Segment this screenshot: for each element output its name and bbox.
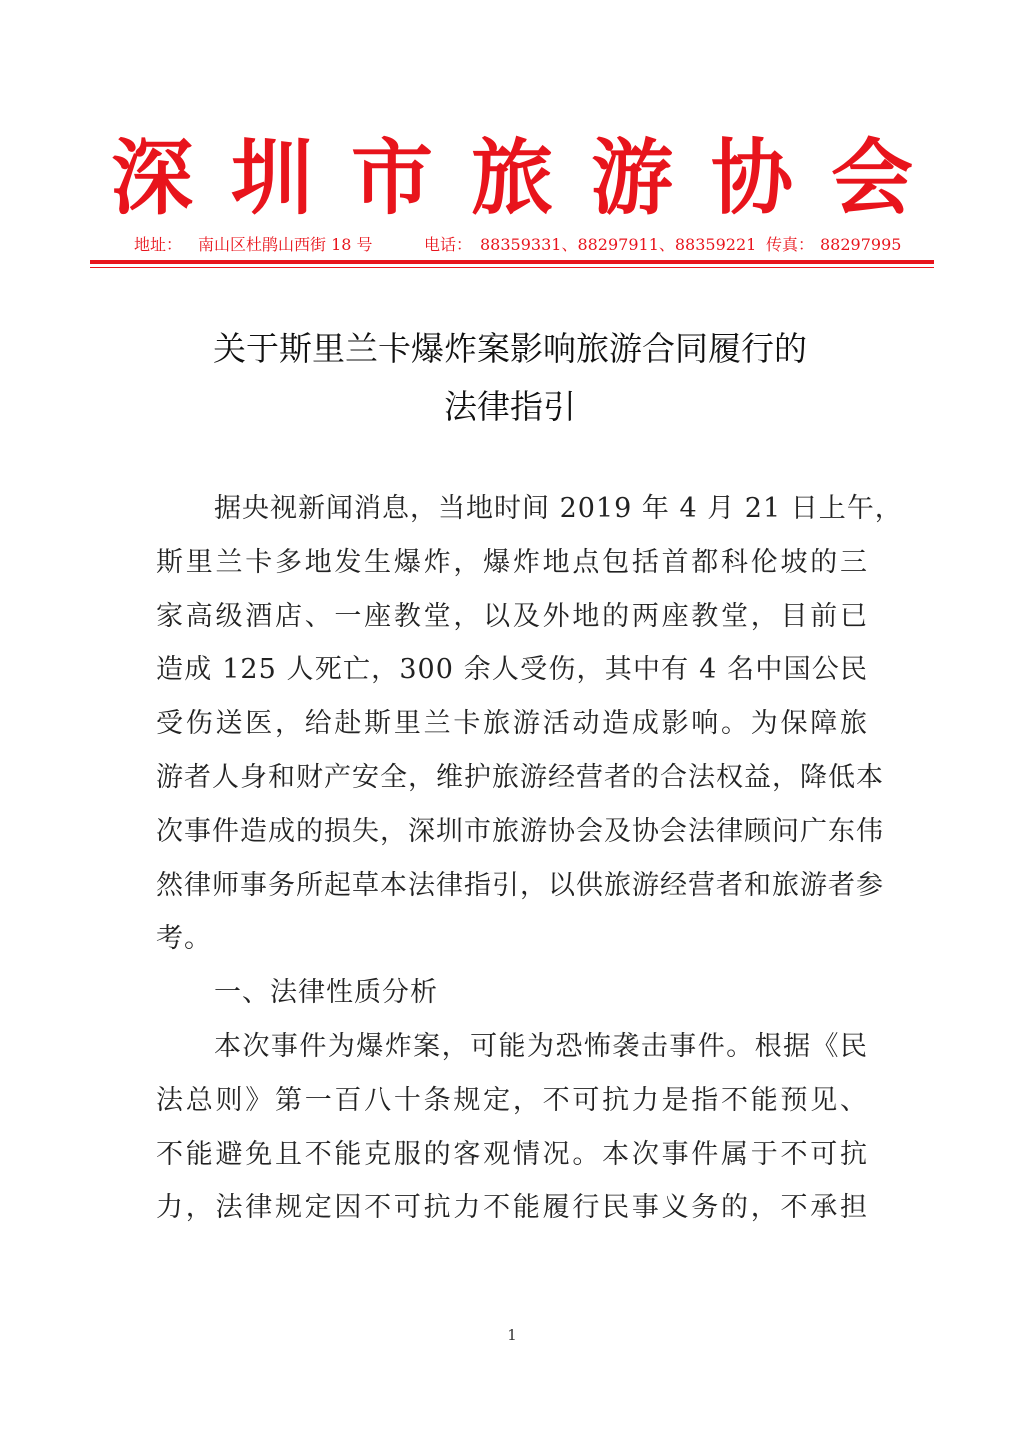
body-line: 考。 [156, 923, 212, 955]
body-line: 本次事件为爆炸案，可能为恐怖袭击事件。根据《民 [214, 1030, 868, 1062]
letterhead-divider-thick [90, 260, 934, 264]
fax-value: 88297995 [820, 235, 902, 254]
body-line: 造成 125 人死亡，300 余人受伤，其中有 4 名中国公民 [156, 654, 868, 686]
letterhead-divider-thin [90, 267, 934, 268]
page-number: 1 [507, 1326, 517, 1344]
phone-label: 电话： [424, 235, 473, 254]
body-line: 不能避免且不能克服的客观情况。本次事件属于不可抗 [156, 1138, 868, 1170]
address-label: 地址： [134, 235, 183, 254]
letterhead-org-name: 深圳市旅游协会 [110, 130, 951, 226]
body-line: 然律师事务所起草本法律指引，以供旅游经营者和旅游者参 [156, 869, 884, 901]
letterhead-contact-line [90, 233, 934, 257]
body-line: 受伤送医，给赴斯里兰卡旅游活动造成影响。为保障旅 [156, 708, 868, 740]
title-line-2: 法律指引 [444, 387, 576, 426]
phone-value: 88359331、88297911、88359221 [480, 235, 757, 254]
body-line: 据央视新闻消息，当地时间 2019 年 4 月 21 日上午， [214, 493, 903, 524]
title-line-1: 关于斯里兰卡爆炸案影响旅游合同履行的 [213, 329, 807, 368]
document-body [156, 482, 903, 1235]
document-title [110, 320, 910, 436]
fax-label: 传真： [766, 235, 815, 254]
body-line: 游者人身和财产安全，维护旅游经营者的合法权益，降低本 [156, 761, 884, 793]
address-value: 南山区杜鹃山西街 18 号 [198, 235, 373, 254]
body-line: 法总则》第一百八十条规定，不可抗力是指不能预见、 [156, 1084, 868, 1116]
body-line: 斯里兰卡多地发生爆炸，爆炸地点包括首都科伦坡的三 [156, 546, 868, 578]
body-line: 力，法律规定因不可抗力不能履行民事义务的，不承担 [156, 1192, 868, 1224]
body-line: 次事件造成的损失，深圳市旅游协会及协会法律顾问广东伟 [156, 815, 884, 847]
body-line: 家高级酒店、一座教堂，以及外地的两座教堂，目前已 [156, 600, 868, 632]
section-heading: 一、法律性质分析 [214, 977, 438, 1009]
